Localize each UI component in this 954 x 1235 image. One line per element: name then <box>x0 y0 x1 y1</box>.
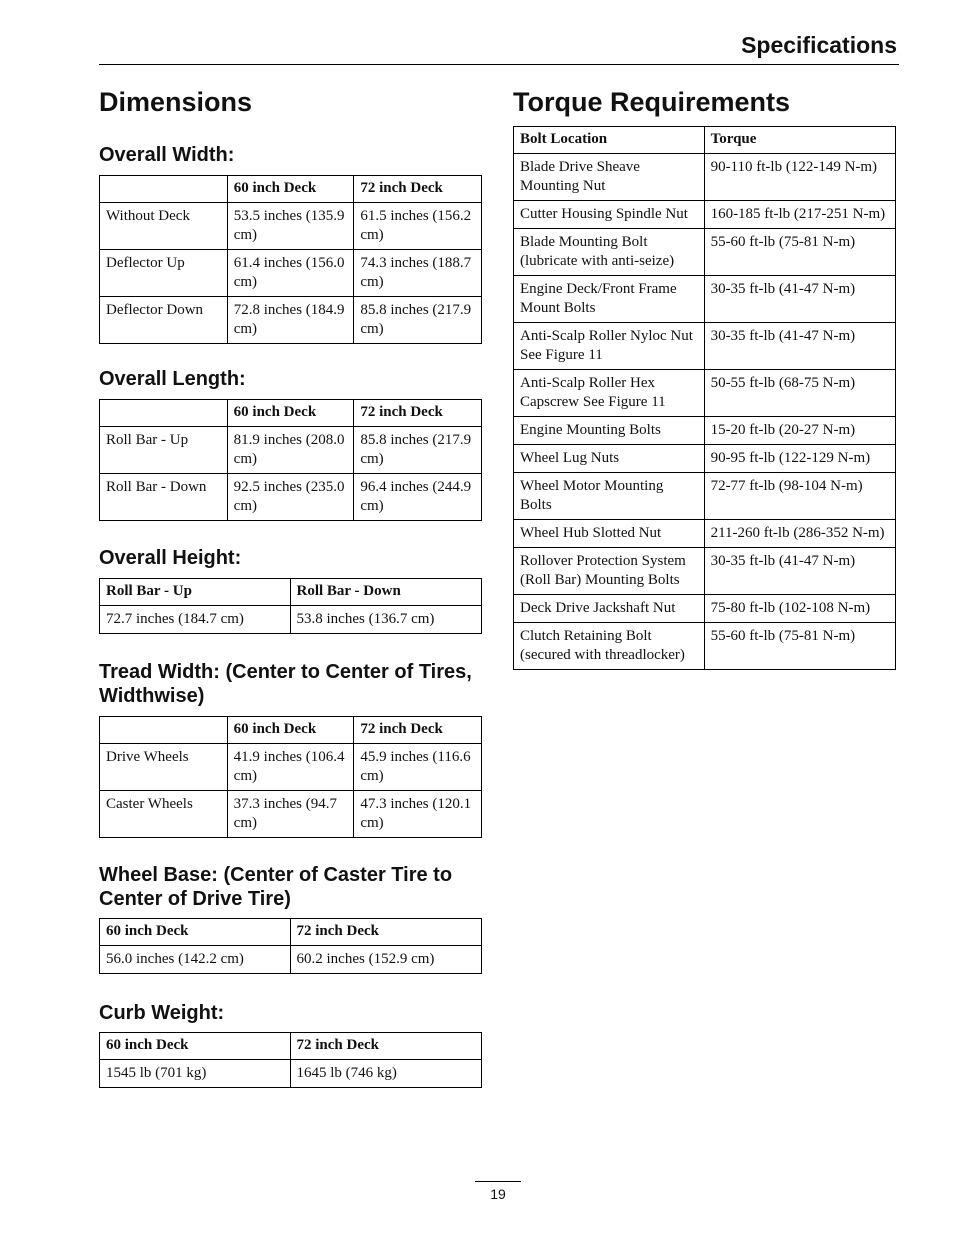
table-row <box>100 1060 482 1088</box>
table-row <box>514 323 896 370</box>
overall-length-heading: Overall Length: <box>99 368 246 390</box>
table-row <box>514 154 896 201</box>
table-cell: 1545 lb (701 kg) <box>100 1060 291 1088</box>
overall-width-table <box>99 175 482 344</box>
overall-length-table <box>99 399 482 521</box>
wheel-base-heading: Wheel Base: (Center of Caster Tire to Center of Drive Tire) <box>99 864 453 910</box>
table-header-row <box>100 400 482 427</box>
wheel-base-table <box>99 918 482 974</box>
table-cell: 211-260 ft-lb (286-352 N-m) <box>704 520 895 548</box>
table-header-row <box>100 717 482 744</box>
table-cell: 55-60 ft-lb (75-81 N-m) <box>704 229 895 276</box>
table-header-row <box>514 127 896 154</box>
table-cell: Without Deck <box>100 203 228 250</box>
table-cell: 30-35 ft-lb (41-47 N-m) <box>704 548 895 595</box>
table-cell: 41.9 inches (106.4 cm) <box>227 744 354 791</box>
table-header-cell: 60 inch Deck <box>227 400 354 427</box>
table-header-cell <box>100 400 228 427</box>
table-cell: 30-35 ft-lb (41-47 N-m) <box>704 323 895 370</box>
table-header-cell: Bolt Location <box>514 127 705 154</box>
table-row <box>100 744 482 791</box>
table-row <box>514 370 896 417</box>
table-header-cell: 72 inch Deck <box>290 919 482 946</box>
page-number: 19 <box>490 1186 506 1202</box>
table-header-cell <box>100 176 228 203</box>
header-rule <box>99 64 899 65</box>
page-header-title: Specifications <box>741 32 897 58</box>
table-header-cell: Roll Bar - Up <box>100 579 291 606</box>
table-cell: 92.5 inches (235.0 cm) <box>227 474 354 521</box>
table-header-cell: 60 inch Deck <box>227 717 354 744</box>
torque-heading: Torque Requirements <box>513 87 791 117</box>
table-cell: Cutter Housing Spindle Nut <box>514 201 705 229</box>
table-header-cell: 60 inch Deck <box>100 1033 291 1060</box>
torque-table <box>513 126 896 670</box>
table-row <box>100 297 482 344</box>
table-row <box>514 229 896 276</box>
table-row <box>100 606 482 634</box>
table-cell: 1645 lb (746 kg) <box>290 1060 482 1088</box>
dimensions-heading: Dimensions <box>99 87 253 117</box>
table-cell: Engine Mounting Bolts <box>514 417 705 445</box>
table-row <box>514 548 896 595</box>
table-cell: Wheel Motor Mounting Bolts <box>514 473 705 520</box>
table-header-cell: 60 inch Deck <box>227 176 354 203</box>
table-cell: 55-60 ft-lb (75-81 N-m) <box>704 623 895 670</box>
table-row <box>514 445 896 473</box>
table-cell: 60.2 inches (152.9 cm) <box>290 946 482 974</box>
table-cell: Deck Drive Jackshaft Nut <box>514 595 705 623</box>
table-header-cell: Roll Bar - Down <box>290 579 482 606</box>
table-row <box>100 427 482 474</box>
table-row <box>100 791 482 838</box>
table-cell: 15-20 ft-lb (20-27 N-m) <box>704 417 895 445</box>
table-header-row <box>100 176 482 203</box>
overall-height-table <box>99 578 482 634</box>
table-cell: 72.8 inches (184.9 cm) <box>227 297 354 344</box>
table-header-cell: 60 inch Deck <box>100 919 291 946</box>
table-header-cell: 72 inch Deck <box>354 176 482 203</box>
table-cell: 45.9 inches (116.6 cm) <box>354 744 482 791</box>
table-cell: 53.5 inches (135.9 cm) <box>227 203 354 250</box>
table-cell: 96.4 inches (244.9 cm) <box>354 474 482 521</box>
overall-height-heading: Overall Height: <box>99 547 242 569</box>
table-cell: Anti-Scalp Roller Nyloc Nut See Figure 11 <box>514 323 705 370</box>
table-cell: Engine Deck/Front Frame Mount Bolts <box>514 276 705 323</box>
table-cell: Deflector Down <box>100 297 228 344</box>
table-cell: 53.8 inches (136.7 cm) <box>290 606 482 634</box>
table-cell: 61.4 inches (156.0 cm) <box>227 250 354 297</box>
table-header-cell: 72 inch Deck <box>354 400 482 427</box>
table-cell: Clutch Retaining Bolt (secured with threadlocker) <box>514 623 705 670</box>
table-cell: 85.8 inches (217.9 cm) <box>354 427 482 474</box>
table-cell: Roll Bar - Up <box>100 427 228 474</box>
table-row <box>100 250 482 297</box>
table-cell: 47.3 inches (120.1 cm) <box>354 791 482 838</box>
table-cell: 74.3 inches (188.7 cm) <box>354 250 482 297</box>
table-cell: Roll Bar - Down <box>100 474 228 521</box>
curb-weight-table <box>99 1032 482 1088</box>
table-cell: 56.0 inches (142.2 cm) <box>100 946 291 974</box>
table-cell: 30-35 ft-lb (41-47 N-m) <box>704 276 895 323</box>
table-cell: 72.7 inches (184.7 cm) <box>100 606 291 634</box>
table-header-cell: 72 inch Deck <box>290 1033 482 1060</box>
table-row <box>514 417 896 445</box>
curb-weight-heading: Curb Weight: <box>99 1002 225 1024</box>
table-cell: 81.9 inches (208.0 cm) <box>227 427 354 474</box>
overall-width-heading: Overall Width: <box>99 144 235 166</box>
table-cell: 72-77 ft-lb (98-104 N-m) <box>704 473 895 520</box>
table-cell: 50-55 ft-lb (68-75 N-m) <box>704 370 895 417</box>
table-cell: 160-185 ft-lb (217-251 N-m) <box>704 201 895 229</box>
table-cell: 75-80 ft-lb (102-108 N-m) <box>704 595 895 623</box>
table-row <box>514 473 896 520</box>
table-cell: Wheel Lug Nuts <box>514 445 705 473</box>
table-header-row <box>100 1033 482 1060</box>
table-cell: 90-110 ft-lb (122-149 N-m) <box>704 154 895 201</box>
table-cell: 37.3 inches (94.7 cm) <box>227 791 354 838</box>
table-row <box>514 520 896 548</box>
table-cell: Blade Mounting Bolt (lubricate with anti-seize) <box>514 229 705 276</box>
table-header-row <box>100 579 482 606</box>
table-header-cell: 72 inch Deck <box>354 717 482 744</box>
table-cell: Drive Wheels <box>100 744 228 791</box>
tread-width-table <box>99 716 482 838</box>
footer-rule <box>475 1181 521 1182</box>
table-row <box>100 203 482 250</box>
table-cell: Caster Wheels <box>100 791 228 838</box>
tread-width-heading: Tread Width: (Center to Center of Tires, Widthwise) <box>99 661 472 707</box>
table-cell: Blade Drive Sheave Mounting Nut <box>514 154 705 201</box>
table-header-row <box>100 919 482 946</box>
table-cell: 90-95 ft-lb (122-129 N-m) <box>704 445 895 473</box>
table-row <box>100 474 482 521</box>
table-cell: Deflector Up <box>100 250 228 297</box>
table-row <box>514 623 896 670</box>
table-cell: 61.5 inches (156.2 cm) <box>354 203 482 250</box>
table-row <box>514 201 896 229</box>
table-row <box>514 276 896 323</box>
table-header-cell <box>100 717 228 744</box>
table-row <box>100 946 482 974</box>
table-cell: Wheel Hub Slotted Nut <box>514 520 705 548</box>
table-header-cell: Torque <box>704 127 895 154</box>
table-cell: 85.8 inches (217.9 cm) <box>354 297 482 344</box>
table-row <box>514 595 896 623</box>
table-cell: Anti-Scalp Roller Hex Capscrew See Figure 11 <box>514 370 705 417</box>
table-cell: Rollover Protection System (Roll Bar) Mounting Bolts <box>514 548 705 595</box>
